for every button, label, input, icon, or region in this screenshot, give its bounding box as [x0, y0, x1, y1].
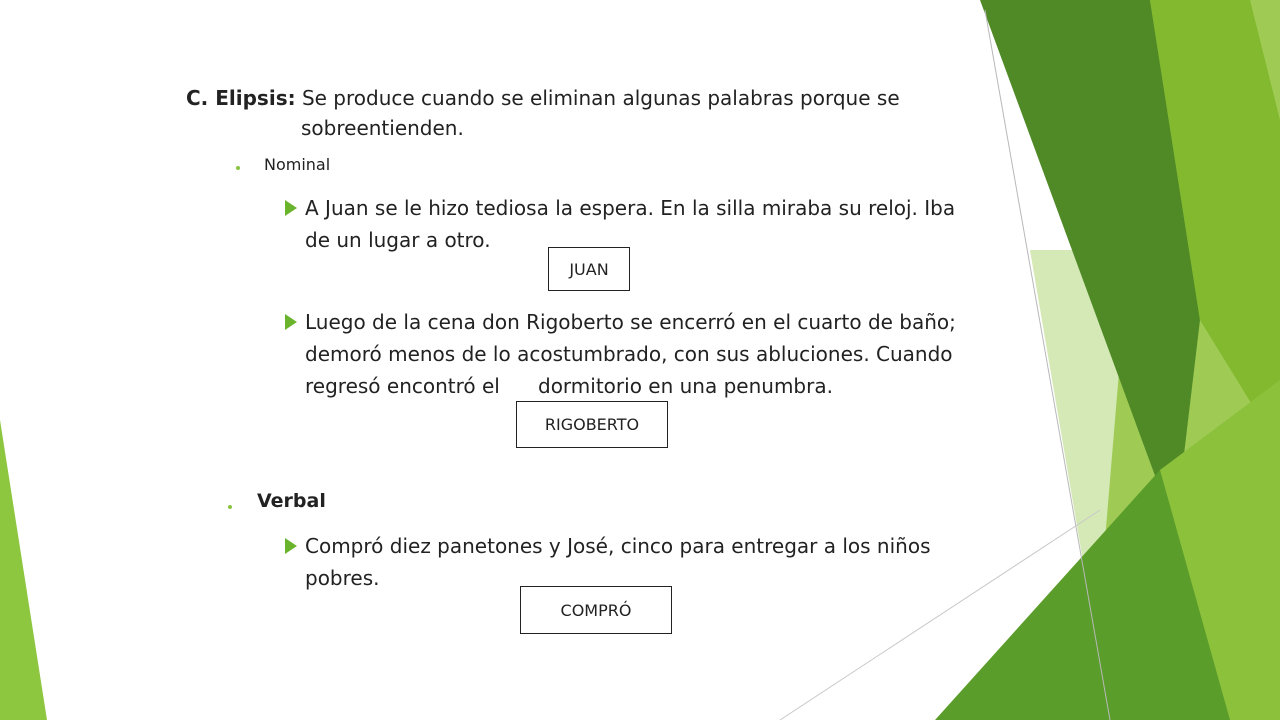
example-line: de un lugar a otro.: [305, 228, 491, 252]
example-line: Compró diez panetones y José, cinco para entregar a los niños: [305, 534, 931, 558]
arrow-bullet-icon: [285, 538, 297, 554]
bullet-dot: [228, 505, 232, 509]
arrow-bullet-icon: [285, 200, 297, 216]
example-line: Luego de la cena don Rigoberto se encerró en el cuarto de baño;: [305, 310, 956, 334]
title-text-line1: Se produce cuando se eliminan algunas palabras porque se: [295, 86, 900, 110]
example-line: demoró menos de lo acostumbrado, con sus abluciones. Cuando: [305, 342, 953, 366]
example-line: regresó encontró el dormitorio en una penumbra.: [305, 374, 833, 398]
example-paragraph: [305, 530, 931, 594]
ellipsis-box-juan: JUAN: [548, 247, 630, 291]
left-green-sliver: [0, 420, 47, 720]
title-label: C. Elipsis:: [186, 86, 296, 110]
bullet-dot: [236, 166, 240, 170]
example-line: pobres.: [305, 566, 380, 590]
section-heading-nominal: Nominal: [264, 155, 331, 174]
section-heading-verbal: Verbal: [257, 490, 326, 512]
ellipsis-box-compro: COMPRÓ: [520, 586, 672, 634]
example-paragraph: [305, 192, 955, 256]
ellipsis-box-rigoberto: RIGOBERTO: [516, 401, 668, 448]
slide-title: [186, 83, 900, 143]
example-paragraph: [305, 306, 956, 402]
example-line: A Juan se le hizo tediosa la espera. En la silla miraba su reloj. Iba: [305, 196, 956, 220]
title-text-line2: sobreentienden.: [301, 116, 464, 140]
arrow-bullet-icon: [285, 314, 297, 330]
